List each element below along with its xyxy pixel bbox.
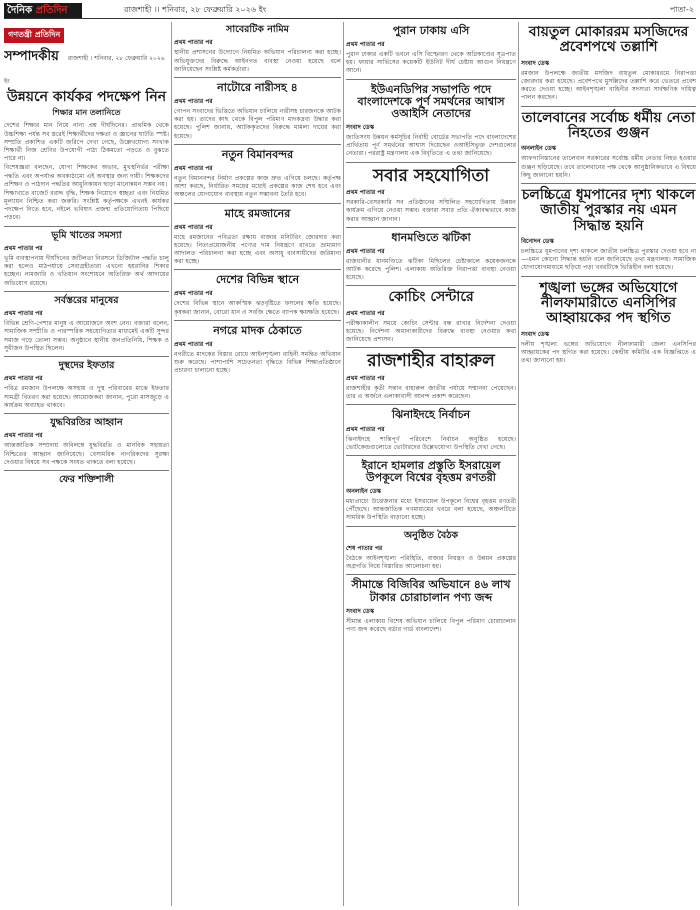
article-headline: ঝিনাইদহে নির্বাচন (391, 408, 471, 422)
article (174, 320, 341, 376)
article-byline: প্রথম পাতার পর (346, 247, 385, 255)
article-headline: বায়তুল মোকাররম মসজিদের প্রবেশপথে তল্লাশি (528, 24, 689, 56)
article-byline: প্রথম পাতার পর (174, 98, 213, 106)
article (4, 226, 169, 288)
article (4, 470, 169, 485)
article (4, 356, 169, 410)
editorial-paragraph: শিক্ষাখাতে বাজেট বরাদ্দ বৃদ্ধি, শিক্ষক নিয়োগে স্বচ্ছতা এবং নিয়মিত মূল্যায়ন নিশ্চিত করা জরুরি। সংশ্লিষ্ট কর্তৃপক্ষকে এখনই কার্যকর পদক্ষেপ নিতে হবে, নইলে ভবিষ্যৎ প্রজন্ম প্রতিযোগিতায় পিছিয়ে পড়বে। (4, 189, 169, 222)
article-byline: শেষ পাতার পর (346, 545, 383, 553)
article-headline: শৃঙ্খলা ভঙ্গের অভিযোগে নীলফামারীতে এনসিপির আহ্বায়কের পদ স্থগিত (539, 279, 678, 327)
article-body: দলীয় শৃঙ্খলা ভঙ্গের অভিযোগে নীলফামারী জেলা এনসিপির আহ্বায়কের পদ স্থগিত করা হয়েছে। কেন্দ্রীয় কমিটির এক বিজ্ঞপ্তিতে এ তথ্য জানানো হয়। (521, 340, 696, 365)
article (346, 25, 516, 76)
editorial-subheadline: শিক্ষার মান তলানিতে (52, 108, 121, 118)
article (346, 162, 516, 224)
article-headline: সবার সহযোগিতা (372, 165, 490, 186)
article-byline: প্রথম পাতার পর (174, 223, 213, 231)
editorial-section (4, 22, 169, 223)
article-byline: বিনোদন ডেস্ক (521, 238, 554, 246)
article-body: গোপন সংবাদের ভিত্তিতে অভিযান চালিয়ে নারীসহ চারজনকে আটক করা হয়। তাদের কাছ থেকে বিপুল পরিমাণ মাদকদ্রব্য উদ্ধার করা হয়েছে। পুলিশ জানায়, আটককৃতদের বিরুদ্ধে মামলা দায়ের করা হয়েছে। (174, 108, 341, 140)
article-body: স্থানীয় প্রশাসনের উদ্যোগে নিয়মিত অভিযান পরিচালনা করা হচ্ছে। অভিযুক্তদের বিরুদ্ধে আইনগত ব্যবস্থা নেওয়া হয়েছে বলে জানিয়েছেন সংশ্লিষ্ট কর্মকর্তারা। (174, 49, 341, 73)
article (174, 269, 341, 316)
article-body: মাহে রমজানের পবিত্রতা রক্ষায় বাজার মনিটরিং জোরদার করা হয়েছে। নিত্যপ্রয়োজনীয় পণ্যের দাম নিয়ন্ত্রণে রাখতে ভ্রাম্যমাণ আদালত পরিচালনা করা হচ্ছে এবং অসাধু ব্যবসায়ীদের জরিমানা করা হচ্ছে। (174, 233, 341, 266)
article (521, 106, 696, 180)
article (346, 285, 516, 344)
article-body: চলচ্চিত্রে ধূমপানের দৃশ্য থাকলে জাতীয় চলচ্চিত্র পুরস্কার দেওয়া হবে না—এমন কোনো সিদ্ধান্ত হয়নি বলে জানিয়েছে তথ্য মন্ত্রণালয়। সামাজিক যোগাযোগমাধ্যমে ছড়িয়ে পড়া খবরটিকে ভিত্তিহীন বলা হয়েছে। (521, 248, 696, 272)
article (521, 183, 696, 273)
article-byline: অনলাইন ডেস্ক (521, 145, 556, 153)
article-byline: প্রথম পাতার পর (4, 432, 43, 440)
article-headline: যুদ্ধবিরতির আহ্বান (50, 417, 123, 429)
article-body: সরকারি-বেসরকারি সব প্রতিষ্ঠানের সম্মিলিত সহযোগিতায় উন্নয়ন কার্যক্রম এগিয়ে নেওয়া সম্ভব। বক্তারা সবার প্রতি ঐক্যবদ্ধভাবে কাজ করার আহ্বান জানান। (346, 199, 516, 223)
column-2 (174, 22, 341, 906)
editorial-badge: গণতন্ত্রী প্রতিদিন (4, 28, 64, 43)
article-body: পবিত্র রমজান উপলক্ষে অসহায় ও দুস্থ পরিবারের মাঝে ইফতার সামগ্রী বিতরণ করা হয়েছে। আয়োজকরা জানান, পুরো মাসজুড়ে এ কার্যক্রম অব্যাহত থাকবে। (4, 385, 169, 409)
article (174, 77, 341, 141)
article (4, 291, 169, 353)
masthead-date: রাজশাহী ।। শনিবার, ২৮ ফেব্রুয়ারি ২০২৬ ইং (124, 5, 267, 14)
article-byline: অনলাইন ডেস্ক (346, 488, 381, 496)
article-byline: প্রথম পাতার পর (346, 189, 385, 197)
article-headline: ভূমি খাতের সমস্যা (51, 229, 122, 241)
article-byline: সংবাদ ডেস্ক (346, 607, 375, 615)
article-byline: প্রথম পাতার পর (346, 309, 385, 317)
article-headline: সর্বস্তরের মানুষের (54, 294, 119, 306)
article-byline: সংবাদ ডেস্ক (521, 330, 550, 338)
editorial-headline: উন্নয়নে কার্যকর পদক্ষেপ নিন (6, 89, 167, 105)
article-body: দেশের বিভিন্ন স্থানে আকস্মিক ঝড়বৃষ্টিতে ফসলের ক্ষতি হয়েছে। কৃষকরা জানান, বোরো ধান ও সবজি ক্ষেতে ব্যাপক ক্ষয়ক্ষতি হয়েছে। (174, 300, 341, 316)
article (346, 526, 516, 572)
article-headline: অনুষ্ঠিত বৈঠক (403, 529, 459, 541)
article-headline: দুস্থদের ইফতার (58, 360, 115, 372)
article-body: নতুন বিমানবন্দর নির্মাণ প্রকল্পের কাজ দ্রুত এগিয়ে চলছে। কর্তৃপক্ষ আশা করছে, নির্ধারিত সময়ের মধ্যেই প্রকল্পের কাজ শেষ হবে এবং অঞ্চলের যোগাযোগ ব্যবস্থায় নতুন সম্ভাবনা তৈরি হবে। (174, 174, 341, 199)
article-body: রাজশাহীর কৃতী সন্তান বাহারুল জাতীয় পর্যায়ে সম্মাননা পেয়েছেন। তার এ অর্জনে এলাকাবাসী আনন্দ প্রকাশ করেছেন। (346, 385, 516, 401)
article (4, 413, 169, 467)
article (346, 79, 516, 159)
masthead (4, 3, 696, 19)
article (521, 25, 696, 103)
editorial-paragraph: দেশের শিক্ষার মান নিয়ে নানা প্রশ্ন দীর্ঘদিনের। প্রাথমিক থেকে উচ্চশিক্ষা পর্যন্ত সব স্তরেই শিক্ষার্থীদের দক্ষতা ও জ্ঞানের ঘাটতি স্পষ্ট। সম্প্রতি প্রকাশিত একটি জরিপে দেখা গেছে, উল্লেখযোগ্য সংখ্যক শিক্ষার্থী নিজ শ্রেণির উপযোগী পাঠ্য ঠিকমতো পড়তে ও বুঝতে পারে না। (4, 122, 169, 163)
article-headline: ইউএনডিপির সভাপতি পদে বাংলাদেশকে পূর্ণ সমর্থনের আশ্বাস ওআইসি নেতাদের (357, 82, 505, 120)
newspaper-logo (4, 3, 82, 18)
article (174, 25, 341, 74)
article-byline: প্রথম পাতার পর (174, 39, 213, 47)
page-number: পাতা-২ (669, 5, 694, 14)
article-byline: প্রথম পাতার পর (4, 375, 43, 383)
article-body: মধ্যপ্রাচ্যে উত্তেজনার মধ্যে ইসরায়েল উপকূলে বিশ্বের বৃহত্তম রণতরী পৌঁছেছে। আন্তর্জাতিক গণমাধ্যমের খবরে বলা হয়েছে, অঞ্চলটিতে সামরিক উপস্থিতি বাড়ানো হচ্ছে। (346, 498, 516, 522)
article-body: রমজান উপলক্ষে জাতীয় মসজিদ বায়তুল মোকাররমে নিরাপত্তা জোরদার করা হয়েছে। প্রবেশপথে মুসল্লিদের তল্লাশি করে ভেতরে প্রবেশ করতে দেওয়া হচ্ছে। আইনশৃঙ্খলা বাহিনীর সদস্যরা সার্বক্ষণিক দায়িত্ব পালন করছেন। (521, 69, 696, 102)
article-headline: কোচিং সেন্টারে (388, 289, 474, 306)
article-body: আন্তর্জাতিক সম্প্রদায় অবিলম্বে যুদ্ধবিরতি ও মানবিক সহায়তা নিশ্চিতের আহ্বান জানিয়েছে। বেসামরিক নাগরিকদের সুরক্ষা দেওয়ার বিষয়ে সব পক্ষকে সংযত থাকতে বলা হয়েছে। (4, 442, 169, 466)
column-1 (4, 22, 169, 906)
article-body: নগরীতে মাদকের বিস্তার রোধে আইনশৃঙ্খলা বাহিনী সমন্বিত অভিযান শুরু করেছে। পাশাপাশি সচেতনতা বৃদ্ধিতে বিভিন্ন শিক্ষাপ্রতিষ্ঠানে প্রচারণা চালানো হচ্ছে। (174, 350, 341, 375)
article-headline: ফের শক্তিশালী (58, 474, 115, 486)
logo-part1: দৈনিক (7, 5, 33, 16)
article-body: ঝিনাইদহে শান্তিপূর্ণ পরিবেশে নির্বাচন অনুষ্ঠিত হয়েছে। ভোটকেন্দ্রগুলোতে ভোটারদের উল্লেখযোগ্য উপস্থিতি দেখা গেছে। (346, 435, 516, 451)
article (174, 203, 341, 267)
article-headline: নতুন বিমানবন্দর (221, 147, 294, 161)
column-3 (346, 22, 516, 906)
article (174, 144, 341, 200)
article-headline: নগরে মাদক ঠেকাতে (213, 323, 302, 337)
article-body: ভূমি ব্যবস্থাপনায় দীর্ঘদিনের জটিলতা নিরসনে ডিজিটাল পদ্ধতি চালু করা হলেও মাঠপর্যায়ে সেবাগ্রহীতারা এখনো হয়রানির শিকার হচ্ছেন। নামজারি ও খতিয়ান সংশোধনে অতিরিক্ত অর্থ আদায়ের অভিযোগ রয়েছে। (4, 255, 169, 287)
editorial-paragraph: বিশেষজ্ঞরা বলছেন, যোগ্য শিক্ষকের অভাব, মুখস্থনির্ভর পরীক্ষা পদ্ধতি এবং অপর্যাপ্ত অবকাঠামো এই অবস্থার জন্য দায়ী। শিক্ষকদের প্রশিক্ষণ ও পাঠদান পদ্ধতির আধুনিকায়ন ছাড়া মানোন্নয়ন সম্ভব নয়। (4, 164, 169, 188)
article-byline: প্রথম পাতার পর (174, 290, 213, 298)
article-byline: প্রথম পাতার পর (4, 310, 43, 318)
article (346, 574, 516, 634)
article-headline: দেশের বিভিন্ন স্থানে (215, 273, 300, 287)
article-byline: প্রথম পাতার পর (174, 164, 213, 172)
article-headline: চলচ্চিত্রে ধূমপানের দৃশ্য থাকলে জাতীয় পুরস্কার নয় এমন সিদ্ধান্ত হয়নি (521, 186, 696, 234)
article-byline: প্রথম পাতার পর (346, 375, 385, 383)
article-body: আফগানিস্তানের তালেবান সরকারের সর্বোচ্চ ধর্মীয় নেতার নিহত হওয়ার গুঞ্জন ছড়িয়েছে। তবে তালেবানের পক্ষ থেকে আনুষ্ঠানিকভাবে এ বিষয়ে কিছু জানানো হয়নি। (521, 155, 696, 179)
article-headline: সীমান্তে বিজিবির অভিযানে ৪৬ লাখ টাকার চোরাচালান পণ্য জব্দ (351, 578, 511, 604)
logo-part2: প্রতিদিন (35, 5, 68, 16)
article-headline: ধানমণ্ডিতে ঝটিকা (391, 230, 471, 244)
article (346, 404, 516, 451)
article-byline: প্রথম পাতার পর (4, 245, 43, 253)
article-headline: ইরানে হামলার প্রস্তুতি ইসরায়েল উপকূলে বিশ্বের বৃহত্তম রণতরী (361, 458, 501, 484)
article-headline: তালেবানের সর্বোচ্চ ধর্মীয় নেতা নিহতের গুঞ্জন (521, 109, 696, 141)
article (521, 276, 696, 366)
article-headline: নাটোরে নারীসহ ৪ (217, 81, 298, 94)
editorial-date: রাজশাহী । শনিবার, ২৮ ফেব্রুয়ারি ২০২৬ ইং (4, 55, 165, 85)
article-headline: পুরান ঢাকায় এসি (392, 24, 470, 37)
editorial-title: সম্পাদকীয় (4, 49, 59, 64)
article-byline: প্রথম পাতার পর (346, 41, 385, 49)
article-body: রাজধানীর ধানমণ্ডিতে ঝটিকা মিছিলের চেষ্টাকালে কয়েকজনকে আটক করেছে পুলিশ। এলাকায় অতিরিক্ত নিরাপত্তা ব্যবস্থা নেওয়া হয়েছে। (346, 257, 516, 282)
article-body: বিভিন্ন শ্রেণি-পেশার মানুষ এ আয়োজনে অংশ নেন। বক্তারা বলেন, সামাজিক সম্প্রীতি ও পারস্পরিক সহযোগিতার মাধ্যমেই একটি সুন্দর সমাজ গড়ে তোলা সম্ভব। অনুষ্ঠানে স্থানীয় জনপ্রতিনিধি, শিক্ষক ও সুধীজন উপস্থিত ছিলেন। (4, 320, 169, 352)
article-body: সীমান্ত এলাকায় বিশেষ অভিযান চালিয়ে বিপুল পরিমাণ চোরাচালান পণ্য জব্দ করেছে বর্ডার গার্ড বাংলাদেশ। (346, 617, 516, 633)
article-byline: সংবাদ ডেস্ক (346, 123, 375, 131)
article (346, 227, 516, 283)
article-headline: সাবেরটিক নামিম (226, 24, 289, 35)
article-body: পরীক্ষাকালীন সময়ে কোচিং সেন্টার বন্ধ রাখার নির্দেশনা দেওয়া হয়েছে। নির্দেশনা অমান্যকারীদের বিরুদ্ধে ব্যবস্থা নেওয়ার কথা জানিয়েছে প্রশাসন। (346, 319, 516, 344)
article (346, 455, 516, 523)
article (346, 347, 516, 401)
column-4 (521, 22, 696, 906)
article-headline: মাহে রমজানের (224, 206, 291, 220)
article-byline: সংবাদ ডেস্ক (521, 59, 550, 67)
article-body: বৈঠকে আইনশৃঙ্খলা পরিস্থিতি, বাজার নিয়ন্ত্রণ ও উন্নয়ন প্রকল্পের অগ্রগতি নিয়ে বিস্তারিত আলোচনা হয়। (346, 555, 516, 571)
article-headline: রাজশাহীর বাহারুল (367, 351, 495, 372)
article-body: পুরান ঢাকার একটি ভবনে এসি বিস্ফোরণ থেকে অগ্নিকাণ্ডের সূত্রপাত হয়। ফায়ার সার্ভিসের কয়েকটি ইউনিট দীর্ঘ চেষ্টায় আগুন নিয়ন্ত্রণে আনে। (346, 51, 516, 75)
article-body: জাতিসংঘ উন্নয়ন কর্মসূচির নির্বাহী বোর্ডের সভাপতি পদে বাংলাদেশের প্রার্থিতায় পূর্ণ সমর্থনের আশ্বাস দিয়েছেন ওআইসিভুক্ত দেশগুলোর নেতারা। পররাষ্ট্র মন্ত্রণালয় এক বিবৃতিতে এ তথ্য জানিয়েছে। (346, 133, 516, 158)
article-byline: প্রথম পাতার পর (346, 425, 385, 433)
article-byline: প্রথম পাতার পর (174, 340, 213, 348)
